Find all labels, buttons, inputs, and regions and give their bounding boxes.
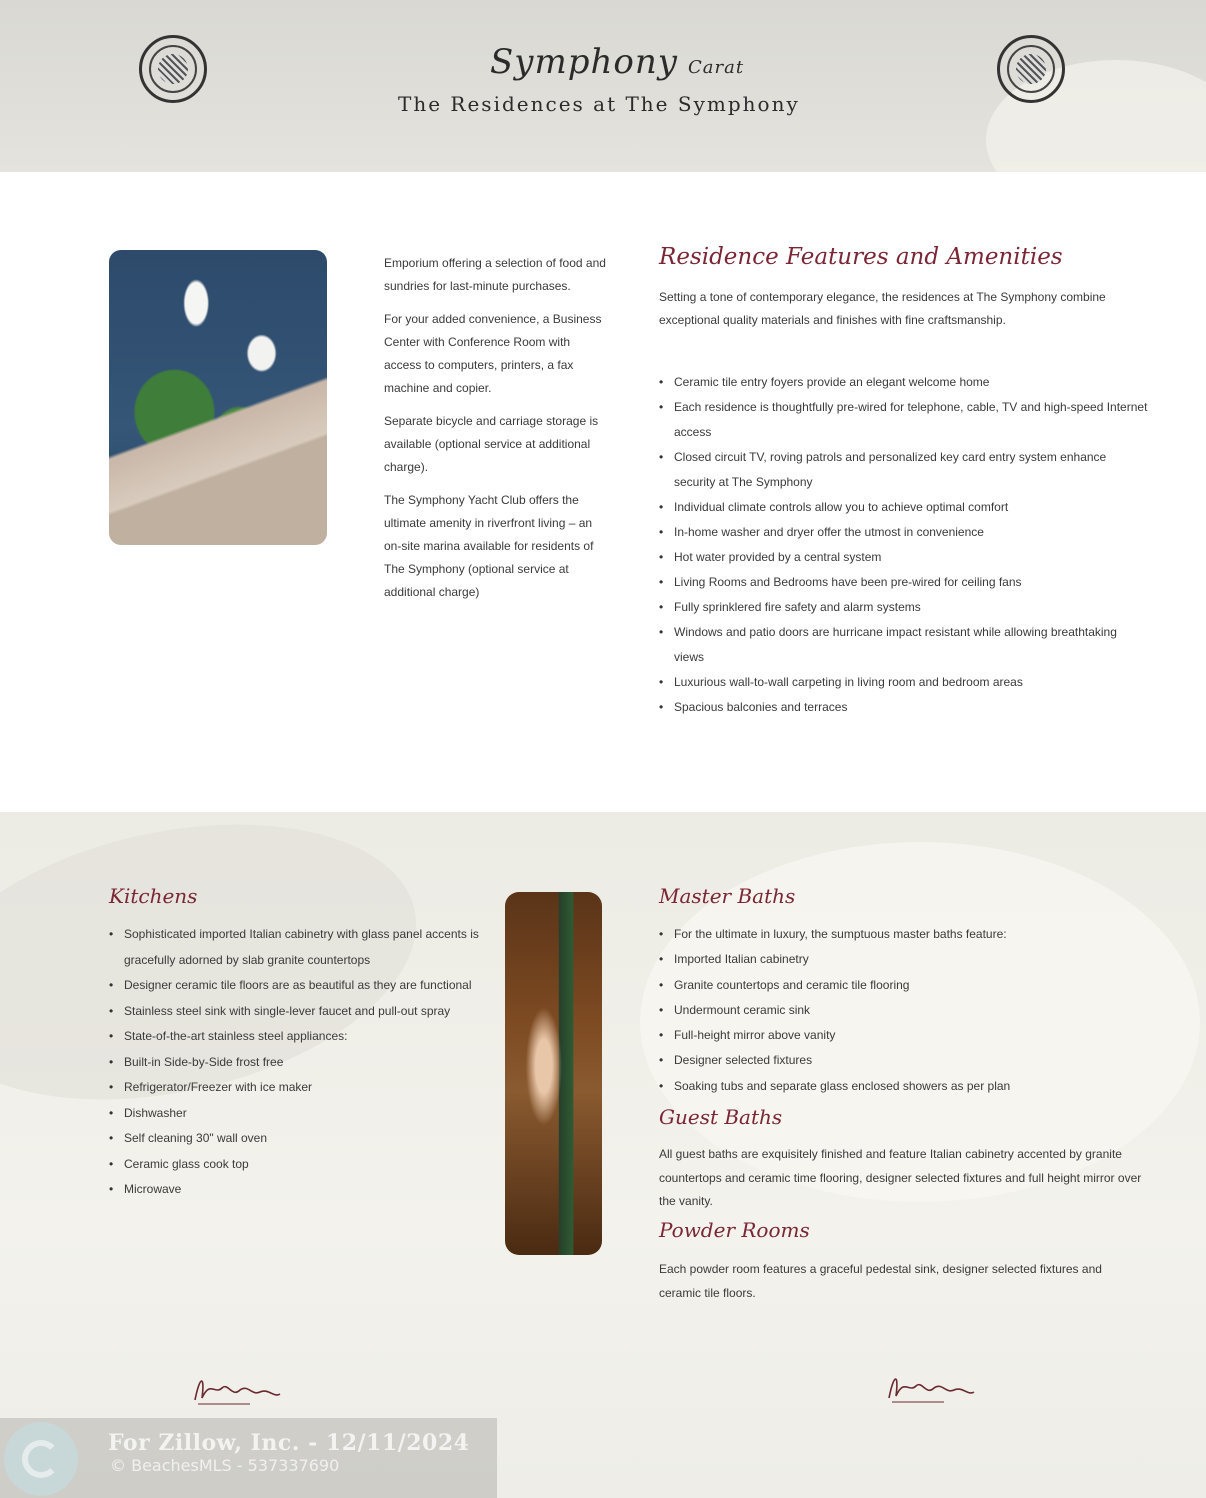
watermark-text: For Zillow, Inc. - 12/11/2024 bbox=[108, 1430, 470, 1456]
list-item: • Granite countertops and ceramic tile flooring bbox=[659, 973, 1149, 998]
list-item: • Each residence is thoughtfully pre-wired for telephone, cable, TV and high-speed Internet access bbox=[659, 395, 1149, 445]
amenity-paragraph: Emporium offering a selection of food and sundries for last-minute purchases. bbox=[384, 256, 606, 293]
list-item: • Living Rooms and Bedrooms have been pre-wired for ceiling fans bbox=[659, 570, 1149, 595]
list-item: • Ceramic glass cook top bbox=[109, 1152, 494, 1178]
list-item: • Closed circuit TV, roving patrols and personalized key card entry system enhance security at The Symphony bbox=[659, 445, 1149, 495]
list-item: • Microwave bbox=[109, 1177, 494, 1203]
list-item: • Windows and patio doors are hurricane impact resistant while allowing breathtaking views bbox=[659, 620, 1149, 670]
list-item: • Refrigerator/Freezer with ice maker bbox=[109, 1075, 494, 1101]
list-item: • Luxurious wall-to-wall carpeting in living room and bedroom areas bbox=[659, 670, 1149, 695]
list-item: • Stainless steel sink with single-lever faucet and pull-out spray bbox=[109, 999, 494, 1025]
guest-baths-text: All guest baths are exquisitely finished and feature Italian cabinetry accented by granite countertops and ceramic time flooring, designer selected fixtures and full height mirror over the vanity. bbox=[659, 1147, 1142, 1208]
list-item: • Sophisticated imported Italian cabinetry with glass panel accents is gracefully adorned by slab granite countertops bbox=[109, 922, 494, 973]
list-item: • Undermount ceramic sink bbox=[659, 998, 1149, 1023]
kitchens-heading: Kitchens bbox=[109, 884, 198, 908]
list-item: • Dishwasher bbox=[109, 1101, 494, 1127]
list-item: • Built-in Side-by-Side frost free bbox=[109, 1050, 494, 1076]
list-item: • In-home washer and dryer offer the utmost in convenience bbox=[659, 520, 1149, 545]
beachesmls-logo-icon bbox=[4, 1422, 78, 1496]
marina-photo bbox=[109, 250, 327, 545]
list-item: • Designer selected fixtures bbox=[659, 1048, 1149, 1073]
amenity-paragraph: For your added convenience, a Business Center with Conference Room with access to computers, printers, a fax machine and copier. bbox=[384, 312, 602, 395]
list-item: • For the ultimate in luxury, the sumptuous master baths feature: bbox=[659, 922, 1149, 947]
list-item: • Imported Italian cabinetry bbox=[659, 947, 1149, 972]
list-item: • Ceramic tile entry foyers provide an elegant welcome home bbox=[659, 370, 1149, 395]
powder-rooms-heading: Powder Rooms bbox=[659, 1218, 810, 1242]
guest-baths-heading: Guest Baths bbox=[659, 1105, 783, 1129]
logo-script: Symphony Carat bbox=[490, 42, 745, 82]
left-seal-emblem bbox=[139, 35, 207, 103]
wine-photo bbox=[505, 892, 602, 1255]
list-item: • State-of-the-art stainless steel appliances: bbox=[109, 1024, 494, 1050]
list-item: • Individual climate controls allow you to achieve optimal comfort bbox=[659, 495, 1149, 520]
signature-right bbox=[884, 1368, 979, 1408]
amenity-paragraph: Separate bicycle and carriage storage is available (optional service at additional charge). bbox=[384, 414, 599, 474]
amenity-paragraph: The Symphony Yacht Club offers the ultimate amenity in riverfront living – an on-site marina available for residents of The Symphony (optional service at additional charge) bbox=[384, 493, 594, 599]
list-item: • Designer ceramic tile floors are as beautiful as they are functional bbox=[109, 973, 494, 999]
master-baths-heading: Master Baths bbox=[659, 884, 796, 908]
residence-intro: Setting a tone of contemporary elegance, the residences at The Symphony combine exceptional quality materials and finishes with fine craftsmanship. bbox=[659, 290, 1106, 327]
powder-rooms-text: Each powder room features a graceful pedestal sink, designer selected fixtures and ceramic tile floors. bbox=[659, 1262, 1102, 1300]
signature-left bbox=[190, 1370, 285, 1410]
list-item: • Full-height mirror above vanity bbox=[659, 1023, 1149, 1048]
logo-subtitle: The Residences at The Symphony bbox=[398, 92, 800, 116]
kitchens-list bbox=[109, 922, 494, 1203]
amenities-column bbox=[384, 252, 609, 614]
master-baths-list bbox=[659, 922, 1149, 1099]
list-item: • Spacious balconies and terraces bbox=[659, 695, 1149, 720]
list-item: • Self cleaning 30" wall oven bbox=[109, 1126, 494, 1152]
list-item: • Soaking tubs and separate glass enclosed showers as per plan bbox=[659, 1074, 1149, 1099]
watermark-subtext: © BeachesMLS - 537337690 bbox=[110, 1456, 340, 1475]
right-seal-emblem bbox=[997, 35, 1065, 103]
residence-feature-list bbox=[659, 370, 1149, 720]
residence-features-heading: Residence Features and Amenities bbox=[659, 244, 1063, 270]
list-item: • Hot water provided by a central system bbox=[659, 545, 1149, 570]
list-item: • Fully sprinklered fire safety and alarm systems bbox=[659, 595, 1149, 620]
